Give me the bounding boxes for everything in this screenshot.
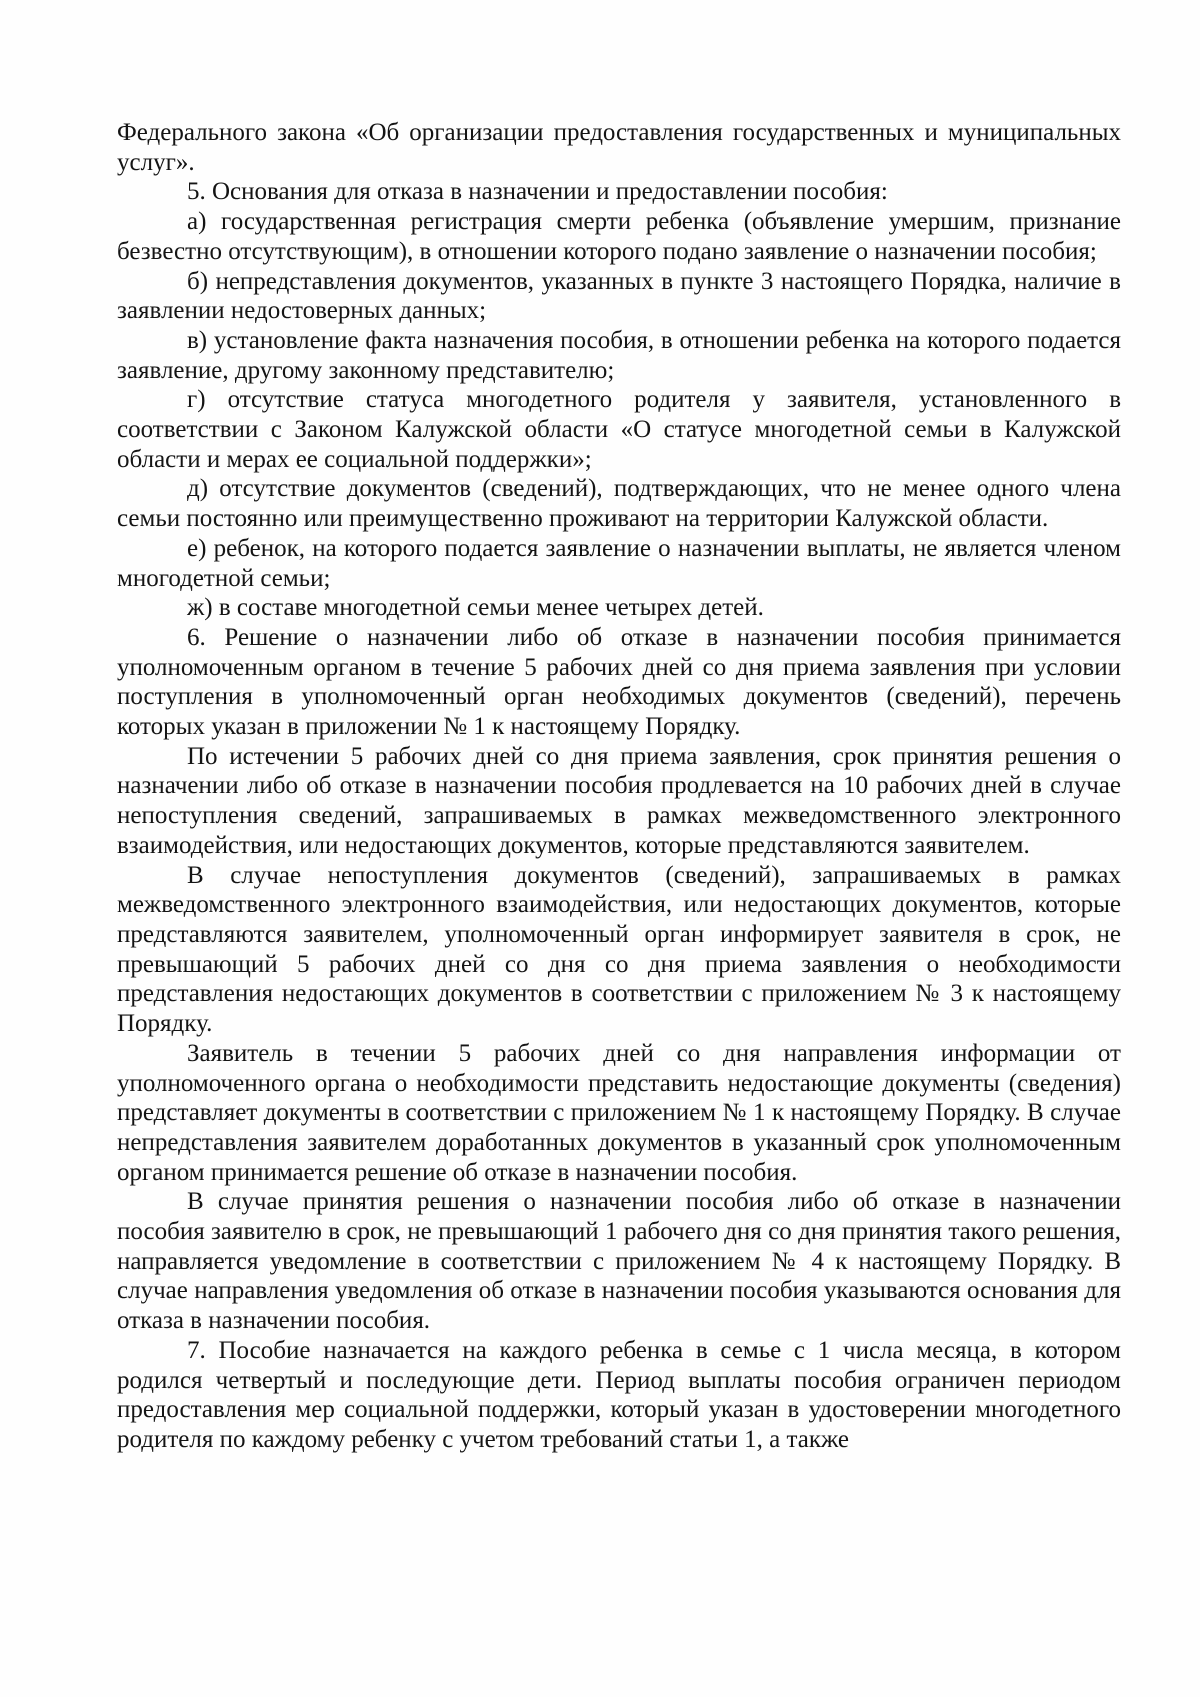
paragraph-item-5a: а) государственная регистрация смерти ребенка (объявление умершим, признание безвестно отсутствующим), в отношении которого подано заявление о назначении пособия;	[117, 208, 1121, 265]
paragraph-item-6-notification: В случае непоступления документов (сведений), запрашиваемых в рамках межведомственного электронного взаимодействия, или недостающих документов, которые представляются заявителем, уполномоченный орган информирует заявителя в срок, не превышающий 5 рабочих дней со дня со дня приема заявления о необходимости представления недостающих документов в соответствии с приложением № 3 к настоящему Порядку.	[117, 861, 1121, 1038]
document-body	[117, 118, 1121, 1455]
paragraph-item-6-applicant: Заявитель в течении 5 рабочих дней со дня направления информации от уполномоченного органа о необходимости представить недостающие документы (сведения) представляет документы в соответствии с приложением № 1 к настоящему Порядку. В случае непредставления заявителем доработанных документов в указанный срок уполномоченным органом принимается решение об отказе в назначении пособия.	[117, 1039, 1121, 1186]
paragraph-item-7: 7. Пособие назначается на каждого ребенка в семье с 1 числа месяца, в котором родился четвертый и последующие дети. Период выплаты пособия ограничен периодом предоставления мер социальной поддержки, который указан в удостоверении многодетного родителя по каждому ребенку с учетом требований статьи 1, а также	[117, 1336, 1121, 1453]
paragraph-item-5g: г) отсутствие статуса многодетного родителя у заявителя, установленного в соответствии с Законом Калужской области «О статусе многодетной семьи в Калужской области и мерах ее социальной поддержки»;	[117, 386, 1121, 473]
paragraph-continuation: Федерального закона «Об организации предоставления государственных и муниципальных услуг».	[117, 119, 1121, 176]
paragraph-item-6: 6. Решение о назначении либо об отказе в назначении пособия принимается уполномоченным органом в течение 5 рабочих дней со дня приема заявления при условии поступления в уполномоченный орган необходимых документов (сведений), перечень которых указан в приложении № 1 к настоящему Порядку.	[117, 623, 1121, 741]
paragraph-item-5b: б) непредставления документов, указанных в пункте 3 настоящего Порядка, наличие в заявлении недостоверных данных;	[117, 267, 1121, 325]
paragraph-item-5v: в) установление факта назначения пособия, в отношении ребенка на которого подается заявление, другому законному представителю;	[117, 326, 1121, 384]
paragraph-item-6-extension: По истечении 5 рабочих дней со дня приема заявления, срок принятия решения о назначении либо об отказе в назначении пособия продлевается на 10 рабочих дней в случае непоступления сведений, запрашиваемых в рамках межведомственного электронного взаимодействия, или недостающих документов, которые представляются заявителем.	[117, 742, 1121, 859]
paragraph-item-5: 5. Основания для отказа в назначении и предоставлении пособия:	[187, 178, 888, 206]
paragraph-item-5d: д) отсутствие документов (сведений), подтверждающих, что не менее одного члена семьи постоянно или преимущественно проживают на территории Калужской области.	[117, 475, 1121, 533]
paragraph-item-6-decision: В случае принятия решения о назначении пособия либо об отказе в назначении пособия заявителю в срок, не превышающий 1 рабочего дня со дня принятия такого решения, направляется уведомление в соответствии с приложением № 4 к настоящему Порядку. В случае направления уведомления об отказе в назначении пособия указываются основания для отказа в назначении пособия.	[117, 1188, 1121, 1335]
paragraph-item-5zh: ж) в составе многодетной семьи менее четырех детей.	[187, 594, 764, 622]
paragraph-item-5e: е) ребенок, на которого подается заявление о назначении выплаты, не является членом многодетной семьи;	[117, 534, 1121, 592]
